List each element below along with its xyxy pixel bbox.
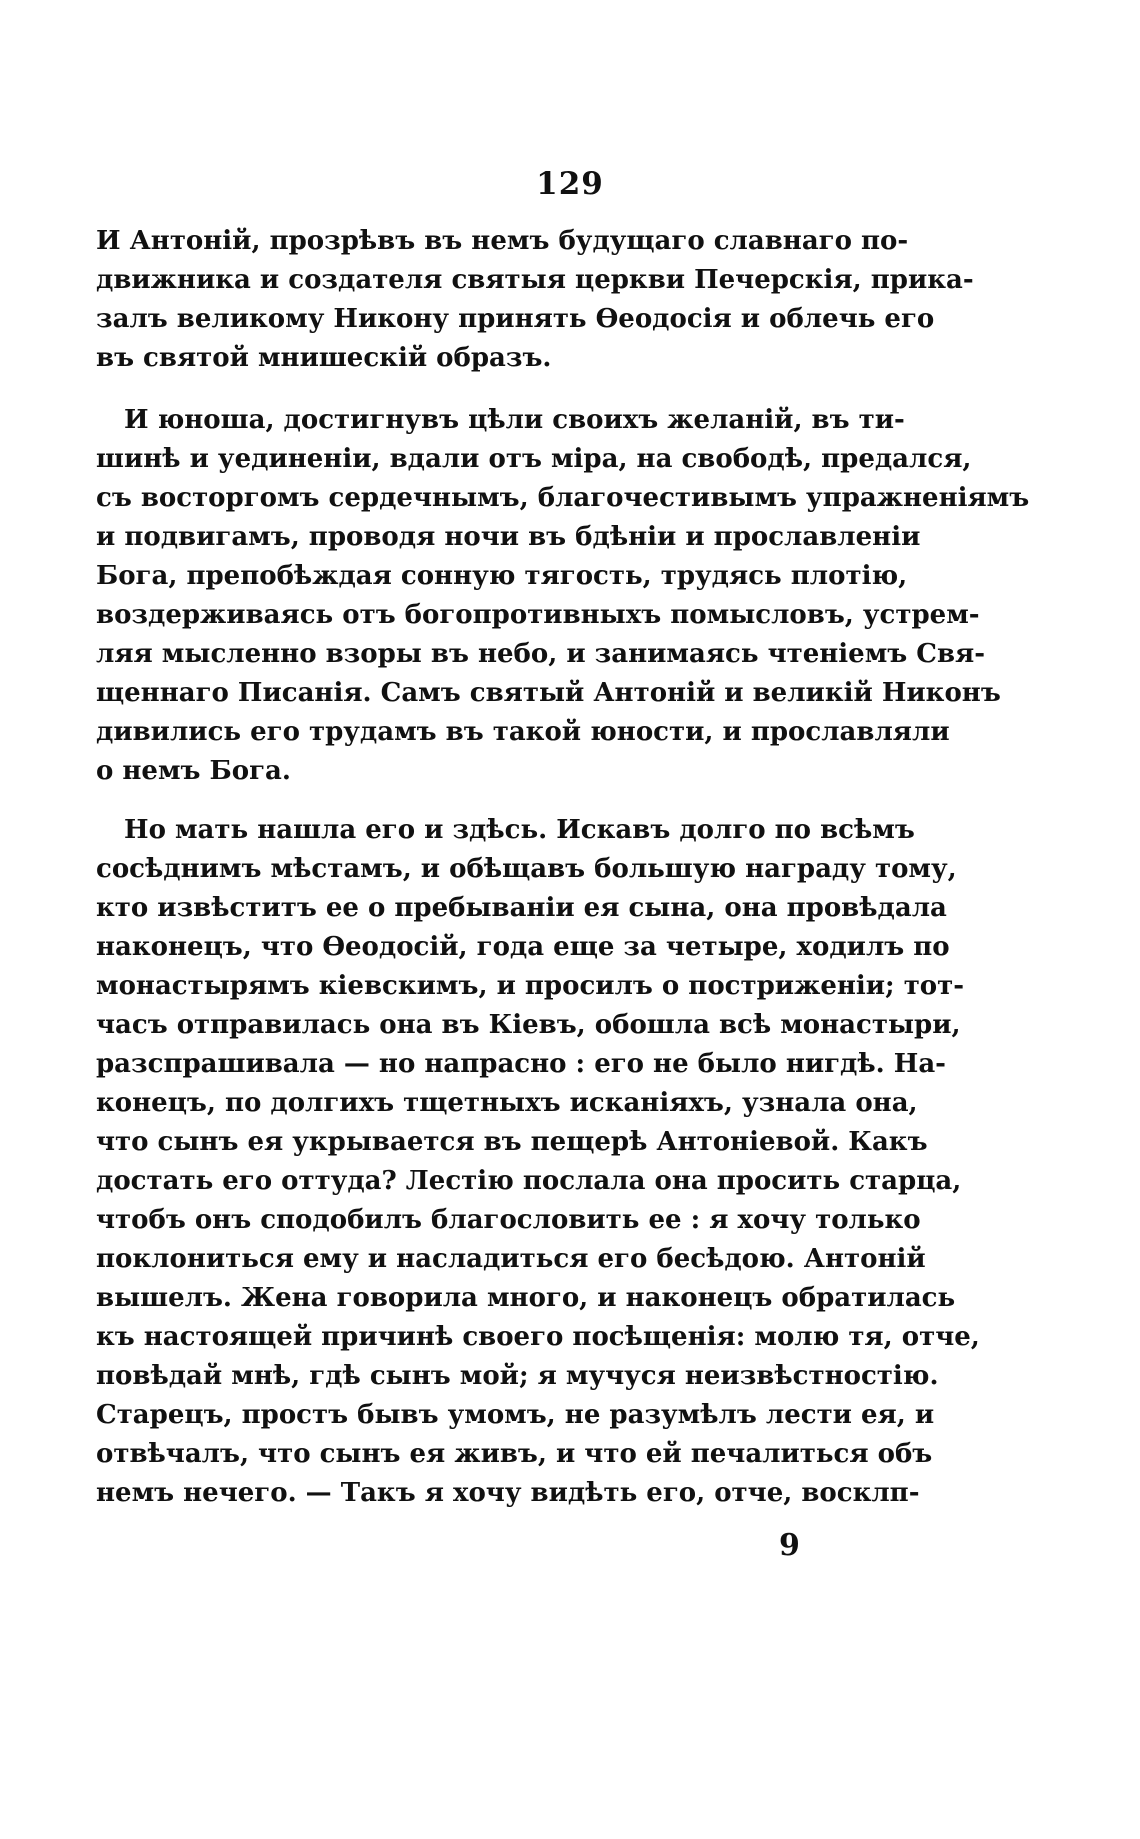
text-line: вышелъ. Жена говорила много, и наконецъ обратилась [96,1283,956,1313]
text-line: И Антоній, прозрѣвъ въ немъ будущаго славнаго по- [96,226,909,256]
text-line: чтобъ онъ сподобилъ благословить ее : я хочу только [96,1205,921,1235]
signature-mark: 9 [779,1528,800,1563]
text-line: повѣдай мнѣ, гдѣ сынъ мой; я мучуся неизвѣстностію. [96,1361,939,1391]
text-line: разспрашивала — но напрасно : его не было нигдѣ. На- [96,1049,946,1079]
text-line: ляя мысленно взоры въ небо, и занимаясь чтеніемъ Свя- [96,639,986,669]
text-line: кто извѣститъ ее о пребываніи ея сына, она провѣдала [96,893,947,923]
text-line: сосѣднимъ мѣстамъ, и обѣщавъ большую награду тому, [96,854,957,884]
text-line: конецъ, по долгихъ тщетныхъ исканіяхъ, узнала она, [96,1088,918,1118]
text-line: къ настоящей причинѣ своего посѣщенія: молю тя, отче, [96,1322,980,1352]
text-line: Бога, препобѣждая сонную тягость, трудясь плотію, [96,561,908,591]
paragraph-3 [96,811,980,1513]
text-line: и подвигамъ, проводя ночи въ бдѣніи и прославленіи [96,522,921,552]
text-line: залъ великому Никону принять Ѳеодосія и облечь его [96,304,935,334]
text-line: что сынъ ея укрывается въ пещерѣ Антоніевой. Какъ [96,1127,928,1157]
text-line: въ святой мнишескій образъ. [96,343,552,373]
text-line: поклониться ему и насладиться его бесѣдою. Антоній [96,1244,926,1274]
text-line: съ восторгомъ сердечнымъ, благочестивымъ упражненіямъ [96,483,1030,513]
paragraph-2 [96,401,1030,791]
text-line: монастырямъ кіевскимъ, и просилъ о постриженіи; тот- [96,971,965,1001]
page-number: 129 [536,166,604,202]
text-line: достать его оттуда? Лестію послала она просить старца, [96,1166,962,1196]
text-line: воздерживаясь отъ богопротивныхъ помысловъ, устрем- [96,600,980,630]
text-line: шинѣ и уединеніи, вдали отъ міра, на свободѣ, предался, [96,444,972,474]
text-line: о немъ Бога. [96,756,291,786]
text-line: Старецъ, простъ бывъ умомъ, не разумѣлъ лести ея, и [96,1400,935,1430]
text-line: дивились его трудамъ въ такой юности, и прославляли [96,717,950,747]
text-line: движника и создателя святыя церкви Печерскія, прика- [96,265,974,295]
text-line: И юноша, достигнувъ цѣли своихъ желаній, въ ти- [124,405,905,435]
text-line: часъ отправилась она въ Кіевъ, обошла всѣ монастыри, [96,1010,961,1040]
text-line: Но мать нашла его и здѣсь. Искавъ долго по всѣмъ [124,815,915,845]
text-line: наконецъ, что Ѳеодосій, года еще за четыре, ходилъ по [96,932,950,962]
text-line: щеннаго Писанія. Самъ святый Антоній и великій Никонъ [96,678,1001,708]
text-line: немъ нечего. — Такъ я хочу видѣть его, отче, восклп- [96,1478,920,1508]
text-line: отвѣчалъ, что сынъ ея живъ, и что ей печалиться объ [96,1439,933,1469]
paragraph-1 [96,222,974,378]
